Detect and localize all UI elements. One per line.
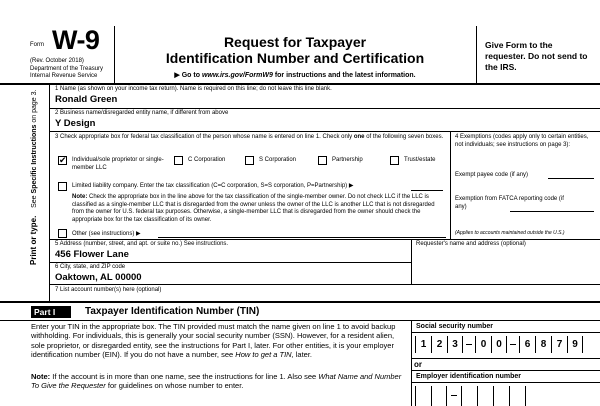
- line1-rule: [49, 108, 600, 109]
- side-label-page: on page 3.: [31, 89, 38, 123]
- side-label-see: See: [31, 195, 38, 208]
- line3-label-c: of the: [366, 134, 382, 140]
- ein-cell-2[interactable]: [431, 386, 447, 406]
- line1-label: 1 Name (as shown on your income tax return). Name is required on this line; do not leave this line blank.: [55, 86, 332, 92]
- form-revision: (Rev. October 2018): [30, 58, 84, 64]
- part1-note-text: If the account is in more than one name, see the instructions for line 1. Also see: [52, 372, 317, 381]
- line3-label-a: 3 Check appropriate box for federal tax classification of the person whose name is entered on line 1. Check only: [55, 134, 353, 140]
- ssn-digit-2[interactable]: 2: [431, 336, 447, 353]
- ssn-label: Social security number: [416, 323, 494, 330]
- part1-top-rule: [0, 301, 600, 303]
- line6-rule: [49, 284, 600, 285]
- ein-cell-4[interactable]: [477, 386, 493, 406]
- ssn-digit-7[interactable]: 8: [535, 336, 551, 353]
- part1-note-italic: What Name and Number To Give the Requester: [31, 372, 402, 391]
- part1-title: Taxpayer Identification Number (TIN): [85, 306, 260, 317]
- part1-note: [31, 372, 403, 391]
- header-bottom-rule: [0, 83, 600, 85]
- fatca-field[interactable]: [510, 211, 594, 212]
- line2-business-field[interactable]: Y Design: [55, 118, 96, 129]
- line3-note: [72, 194, 446, 224]
- checkbox-c-corporation[interactable]: [174, 156, 183, 165]
- line6-label: 6 City, state, and ZIP code: [55, 264, 126, 270]
- option-s-corporation-label: S Corporation: [259, 157, 297, 163]
- line2-rule: [49, 131, 600, 132]
- ssn-digit-3[interactable]: 3: [447, 336, 463, 353]
- other-label: Other (see instructions) ▶: [72, 231, 141, 237]
- ssn-bottom-rule: [411, 358, 600, 359]
- ssn-separator-1: [466, 344, 472, 345]
- option-individual-label: Individual/sole proprietor or single-member LLC: [72, 157, 164, 171]
- side-instructions-label: [28, 75, 40, 265]
- option-trust-estate-label: Trust/estate: [404, 157, 436, 163]
- part1-paragraph-end: later.: [295, 349, 313, 359]
- checkbox-other[interactable]: [58, 229, 67, 238]
- checkbox-trust-estate[interactable]: [390, 156, 399, 165]
- part1-paragraph: [31, 322, 403, 359]
- line4-divider: [450, 131, 451, 239]
- line4-label: 4 Exemptions (codes apply only to certain entities, not individuals; see instructions on page 3):: [455, 134, 589, 148]
- requester-label: Requester's name and address (optional): [416, 241, 526, 247]
- fatca-note: (Applies to accounts maintained outside the U.S.): [455, 230, 565, 236]
- line6-city-field[interactable]: Oaktown, AL 00000: [55, 272, 142, 283]
- form-number: W-9: [52, 25, 100, 55]
- ssn-digit-9[interactable]: 9: [567, 336, 583, 353]
- goto-suffix: for instructions and the latest information.: [274, 72, 416, 79]
- ein-field[interactable]: [411, 382, 600, 406]
- llc-label: Limited liability company. Enter the tax classification (C=C corporation, S=S corporation, P=Partnership) ▶: [72, 183, 354, 189]
- llc-classification-field[interactable]: [411, 190, 443, 191]
- goto-prefix: ▶ Go to: [174, 72, 200, 79]
- ein-cell-3[interactable]: [461, 386, 477, 406]
- header-divider-right: [476, 26, 477, 84]
- checkbox-llc[interactable]: [58, 182, 67, 191]
- line5-rule: [49, 262, 411, 263]
- fatca-label: Exemption from FATCA reporting code (if any): [455, 196, 564, 210]
- line1-name-field[interactable]: Ronald Green: [55, 94, 118, 105]
- exempt-payee-label: Exempt payee code (if any): [455, 172, 529, 178]
- part1-paragraph-link: How to get a TIN,: [235, 349, 294, 359]
- line5-label: 5 Address (number, street, and apt. or suite no.) See instructions.: [55, 241, 229, 247]
- requester-divider: [411, 239, 412, 284]
- ein-cell-1[interactable]: [415, 386, 431, 406]
- form-label: Form: [30, 42, 44, 48]
- part1-note-bold: Note:: [31, 372, 51, 381]
- line3-rule: [49, 239, 600, 240]
- or-label: or: [414, 360, 422, 369]
- ein-top-rule: [411, 370, 600, 371]
- line5-address-field[interactable]: 456 Flower Lane: [55, 249, 129, 260]
- side-label-divider: [49, 84, 50, 301]
- give-form-notice: Give Form to the requester. Do not send to the IRS.: [485, 40, 588, 72]
- checkbox-individual[interactable]: [58, 156, 67, 165]
- form-title-line1: Request for Taxpayer: [223, 34, 367, 50]
- option-partnership-label: Partnership: [332, 157, 363, 163]
- line3-label-one: one: [353, 134, 365, 140]
- ein-separator: [451, 395, 457, 396]
- exempt-payee-field[interactable]: [548, 178, 594, 179]
- line3-label-d: following seven boxes.: [382, 134, 444, 140]
- part1-paragraph-main: Enter your TIN in the appropriate box. The TIN provided must match the name given on line 1 to avoid backup withholding. For individuals, this is generally your social security number (SSN). However, for a resident alien, sole proprietor, or disregarded entity, see the instructions for Part I, later. For other entities, it is your employer identification number (EIN). If you do not have a number, see: [31, 322, 396, 359]
- requester-field[interactable]: [416, 250, 596, 282]
- option-c-corporation-label: C Corporation: [188, 157, 226, 163]
- line3-label: [55, 134, 445, 142]
- ssn-digit-4[interactable]: 0: [475, 336, 491, 353]
- ein-cell-6[interactable]: [509, 386, 525, 406]
- form-title-line2: Identification Number and Certification: [165, 50, 425, 66]
- form-header: [0, 0, 600, 84]
- department-label: Department of the Treasury: [30, 66, 104, 72]
- side-label-print: Print or type.: [29, 215, 38, 265]
- line7-label: 7 List account number(s) here (optional): [55, 287, 162, 293]
- other-field[interactable]: [158, 237, 446, 238]
- checkbox-s-corporation[interactable]: [245, 156, 254, 165]
- checkbox-partnership[interactable]: [318, 156, 327, 165]
- ssn-digit-6[interactable]: 6: [519, 336, 535, 353]
- checkmark-icon: ✔: [59, 155, 67, 165]
- ssn-digit-5[interactable]: 0: [491, 336, 507, 353]
- agency-label: Internal Revenue Service: [30, 73, 98, 79]
- goto-url[interactable]: www.irs.gov/FormW9: [201, 72, 273, 79]
- part1-header-rule: [0, 320, 600, 321]
- ssn-field[interactable]: [411, 332, 600, 359]
- side-label-specific: Specific Instructions: [31, 124, 38, 194]
- ssn-digit-8[interactable]: 7: [551, 336, 567, 353]
- goto-instructions: [114, 71, 476, 80]
- part1-tag: Part I: [31, 306, 71, 318]
- ein-cell-5[interactable]: [493, 386, 509, 406]
- line2-label: 2 Business name/disregarded entity name, if different from above: [55, 110, 229, 116]
- ein-cell-7[interactable]: [525, 386, 541, 406]
- line3-note-bold: Note:: [72, 194, 88, 200]
- line3-note-text: Check the appropriate box in the line above for the tax classification of the single-member owner. Do not check LLC if the LLC is classified as a single-member LLC that is disregarded from the owner unless the owner of the LLC is another LLC that is not disregarded from the owner for U.S. federal tax purposes. Otherwise, a single-member LLC that is disregarded from the owner should check the appropriate box for the tax classification of its owner.: [72, 194, 435, 223]
- ssn-digit-1[interactable]: 1: [415, 336, 431, 353]
- ein-label: Employer identification number: [416, 373, 522, 380]
- ssn-separator-2: [510, 344, 516, 345]
- part1-note-end: for guidelines on whose number to enter.: [107, 381, 244, 391]
